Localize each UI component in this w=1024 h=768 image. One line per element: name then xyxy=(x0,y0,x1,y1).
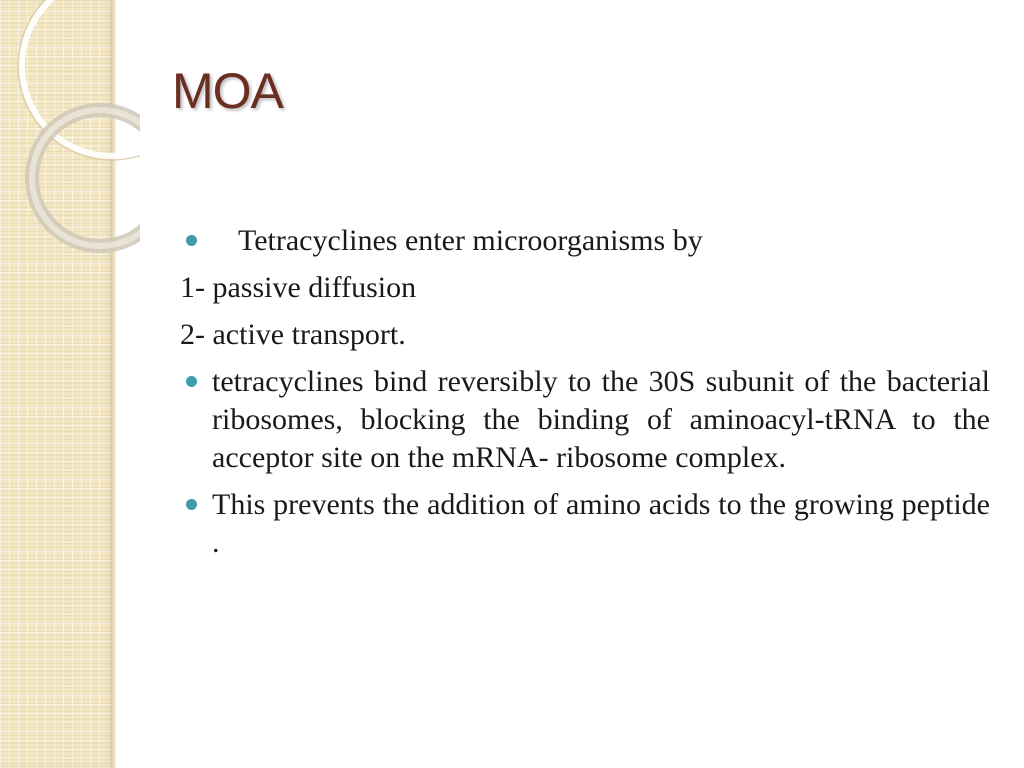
teal-dot-bullet-icon xyxy=(186,499,197,510)
bullet-text: This prevents the addition of amino acids to the growing peptide . xyxy=(212,488,990,559)
small-ring-highlight xyxy=(32,110,140,246)
bullet-item xyxy=(180,222,990,260)
large-ring-shadow xyxy=(18,0,140,160)
slide-body xyxy=(180,222,990,571)
bullet-item xyxy=(180,363,990,477)
large-ring xyxy=(22,0,140,156)
slide-title: MOA xyxy=(172,63,283,119)
bullet-item xyxy=(180,486,990,562)
bullet-text: tetracyclines bind reversibly to the 30S subunit of the bacterial ribosomes, blocking the binding of aminoacyl-tRNA to the acceptor site on the mRNA- ribosome complex. xyxy=(212,365,990,474)
decorative-rings-icon xyxy=(0,0,140,260)
teal-dot-bullet-icon xyxy=(186,235,197,246)
plain-line: 1- passive diffusion xyxy=(180,271,417,304)
plain-line: 2- active transport. xyxy=(180,318,406,351)
teal-dot-bullet-icon xyxy=(186,376,197,387)
bullet-text: Tetracyclines enter microorganisms by xyxy=(238,224,703,257)
